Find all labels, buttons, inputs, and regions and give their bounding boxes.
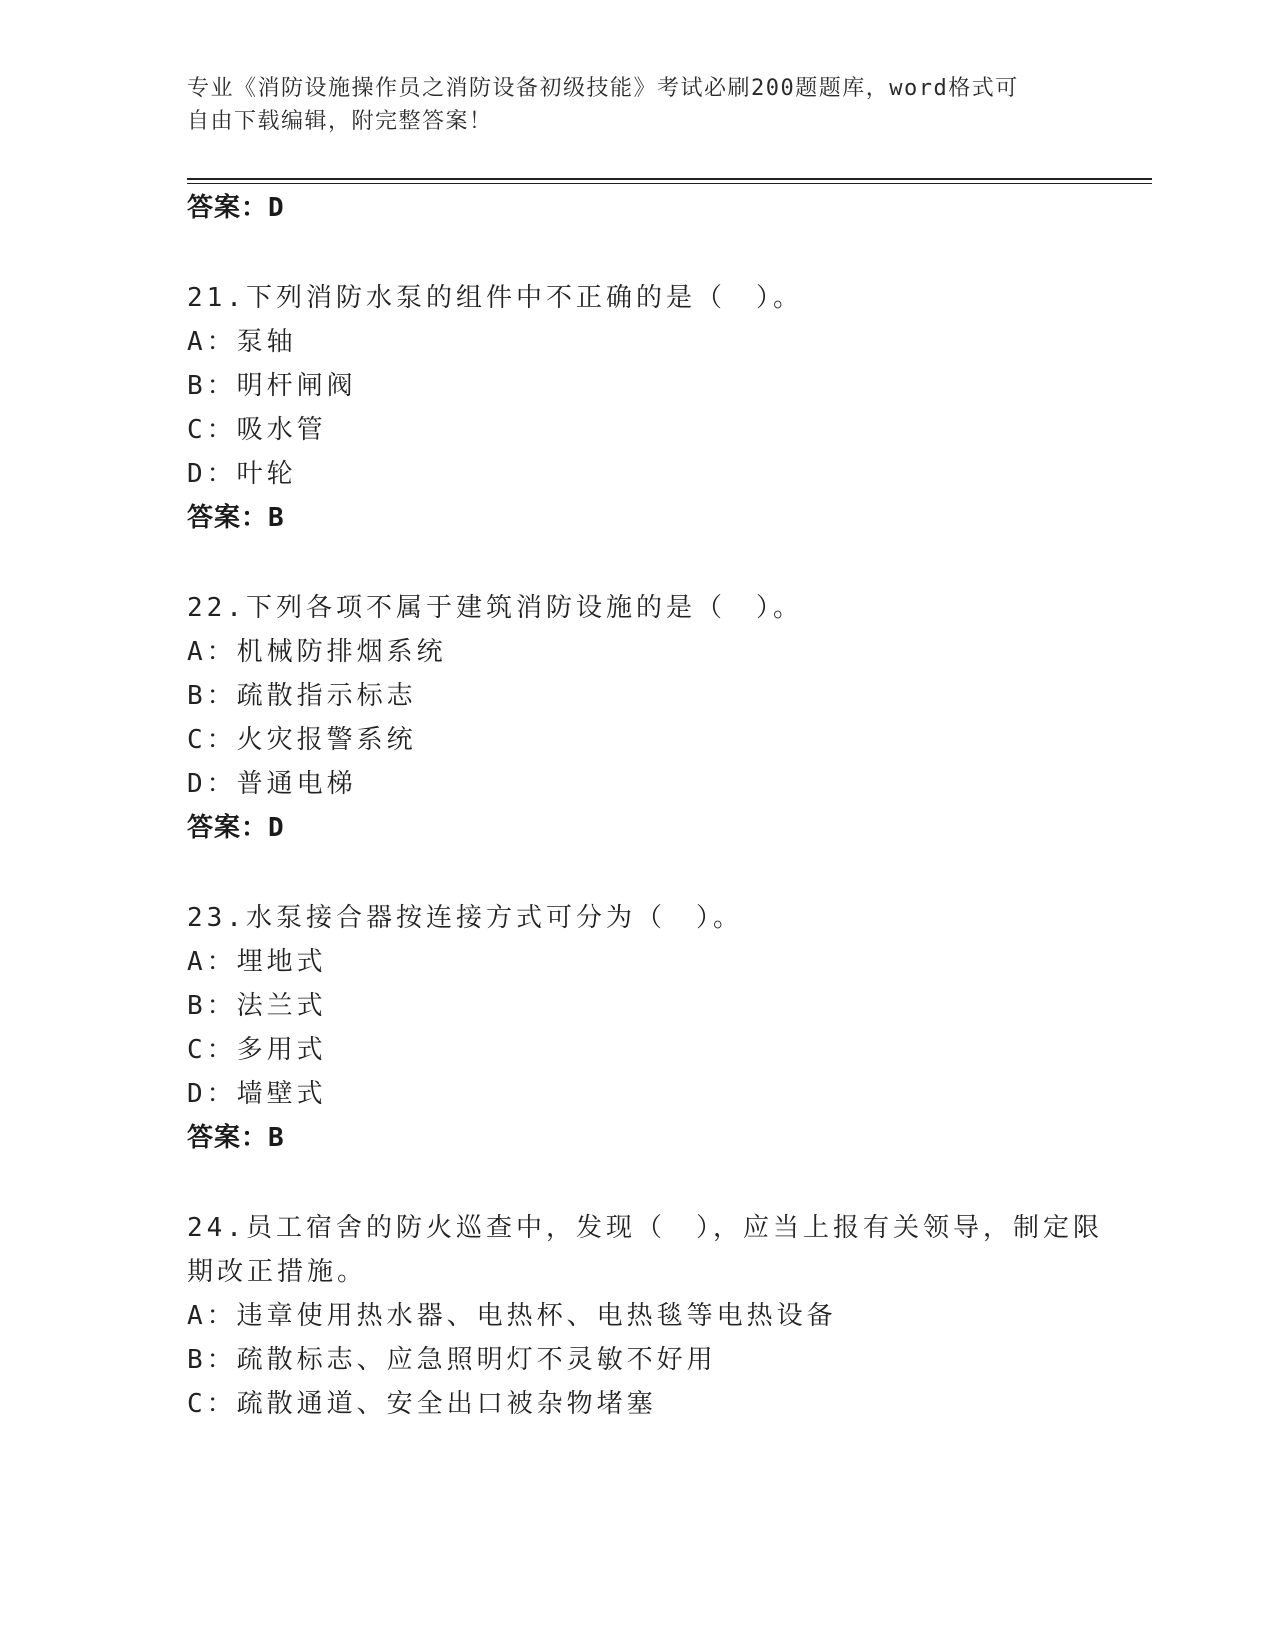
question-22-option-d: D：普通电梯 [187,769,357,799]
question-23-option-b: B：法兰式 [187,991,327,1021]
header-line-1: 专业《消防设施操作员之消防设备初级技能》考试必刷200题题库，word格式可 [187,76,1019,101]
question-24-option-c: C：疏散通道、安全出口被杂物堵塞 [187,1389,657,1419]
question-22-stem: 22.下列各项不属于建筑消防设施的是（ ）。 [187,593,803,623]
question-23-answer: 答案：B [187,1123,285,1153]
question-22-option-b: B：疏散指示标志 [187,681,417,711]
header-line-2: 自由下载编辑，附完整答案！ [187,109,493,134]
question-22-option-a: A：机械防排烟系统 [187,637,447,667]
question-24-option-b: B：疏散标志、应急照明灯不灵敏不好用 [187,1345,717,1375]
question-23-option-c: C：多用式 [187,1035,327,1065]
carry-answer: 答案：D [187,193,285,223]
question-21-option-d: D：叶轮 [187,459,297,489]
question-23-stem: 23.水泵接合器按连接方式可分为（ ）。 [187,903,743,933]
question-21-option-b: B：明杆闸阀 [187,371,357,401]
header-divider-thin [187,183,1152,184]
question-24-option-a: A：违章使用热水器、电热杯、电热毯等电热设备 [187,1301,837,1331]
question-21-option-a: A：泵轴 [187,327,297,357]
header-divider-thick [187,178,1152,180]
question-24-stem-line-1: 24.员工宿舍的防火巡查中，发现（ ），应当上报有关领导，制定限 [187,1213,1103,1243]
question-21-option-c: C：吸水管 [187,415,327,445]
question-22-answer: 答案：D [187,813,285,843]
document-header [187,72,1067,138]
question-24-stem-line-2: 期改正措施。 [187,1257,368,1287]
question-23-option-d: D：墙壁式 [187,1079,327,1109]
question-22-option-c: C：火灾报警系统 [187,725,417,755]
question-23-option-a: A：埋地式 [187,947,327,977]
question-21-stem: 21.下列消防水泵的组件中不正确的是（ ）。 [187,283,803,313]
question-21-answer: 答案：B [187,503,285,533]
